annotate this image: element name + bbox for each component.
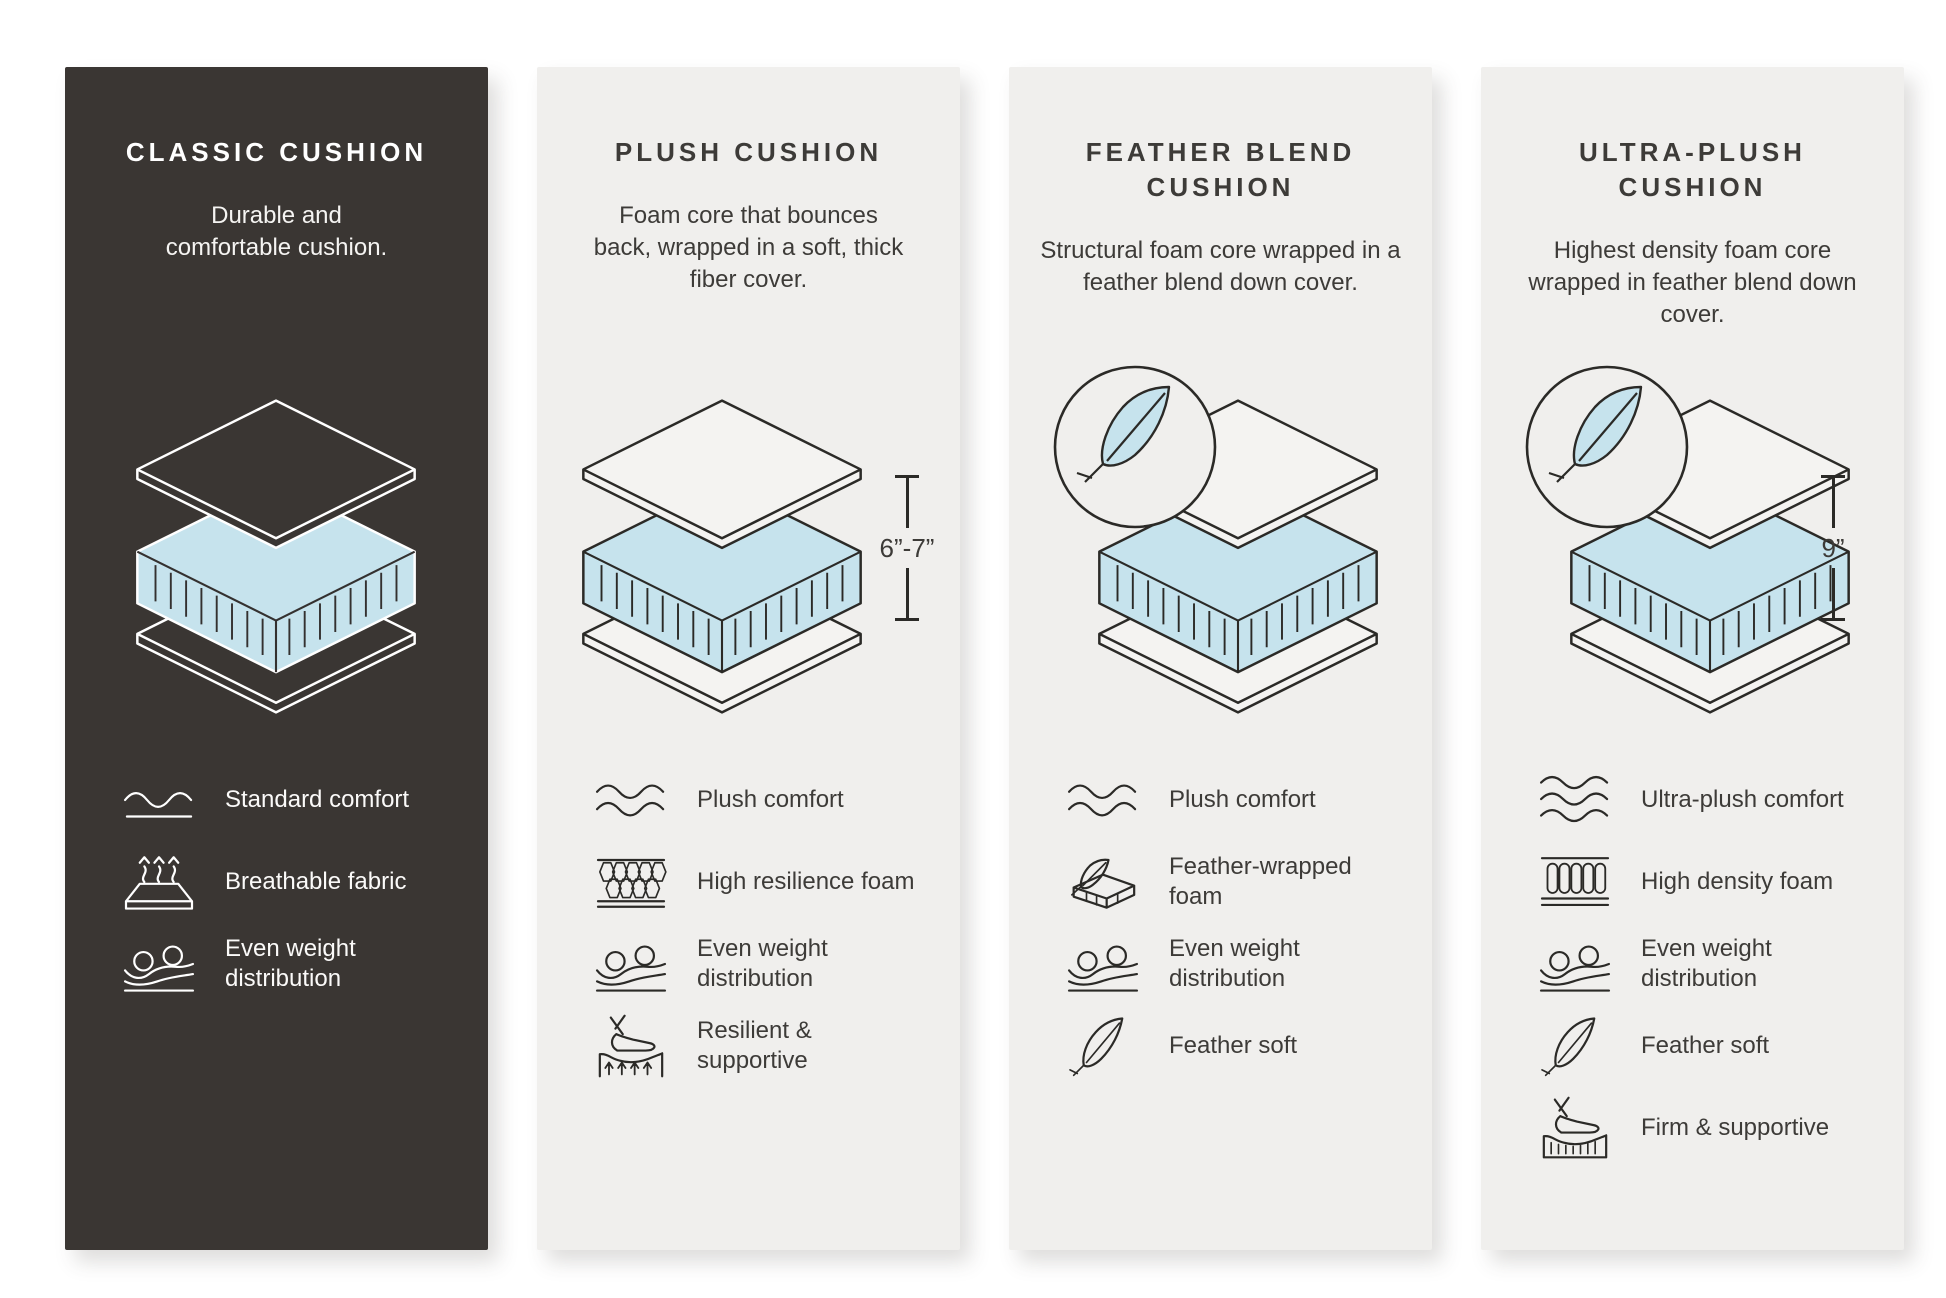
feature-label: Even weight distribution xyxy=(1641,935,1772,992)
feature-row xyxy=(119,849,464,915)
feature-label: Even weight distribution xyxy=(1169,935,1300,992)
dimension-stem xyxy=(906,568,909,618)
feature-label: Standard comfort xyxy=(225,786,410,813)
feature-label: Plush comfort xyxy=(697,786,844,813)
dimension-stem xyxy=(1832,568,1835,618)
feather-foam-icon xyxy=(1063,849,1147,915)
feather-badge xyxy=(1049,361,1221,533)
dimension-cap xyxy=(1821,618,1845,621)
feature-list xyxy=(1481,767,1904,1177)
feature-label: Ultra-plush comfort xyxy=(1641,786,1844,813)
panel-classic-cushion xyxy=(65,67,488,1250)
panel-plush-cushion xyxy=(537,67,960,1250)
breathable-fabric-icon xyxy=(119,849,203,915)
panel-feather-blend-cushion xyxy=(1009,67,1432,1250)
feature-label: High resilience foam xyxy=(697,868,915,895)
dimension-stem xyxy=(1832,478,1835,528)
feature-row xyxy=(1063,767,1408,833)
feature-row xyxy=(591,1013,936,1079)
waves-triple-icon xyxy=(1535,767,1619,833)
honeycomb-foam-icon xyxy=(591,849,675,915)
layered-cushion-illustration xyxy=(123,391,429,720)
feature-row xyxy=(1063,849,1408,915)
person-arrows-icon xyxy=(591,1013,675,1079)
dimension-stem xyxy=(906,478,909,528)
layered-cushion-illustration xyxy=(569,391,875,720)
feature-label: Feather soft xyxy=(1641,1032,1770,1059)
waves-icon xyxy=(591,767,675,833)
panel-description: Foam core that bounces back, wrapped in a soft, thick fiber cover. xyxy=(593,202,904,293)
feature-row xyxy=(119,931,464,997)
feature-row xyxy=(591,931,936,997)
feature-row xyxy=(1535,1095,1880,1161)
even-weight-icon xyxy=(591,931,675,997)
feature-row xyxy=(1535,767,1880,833)
panel-ultra-plush-cushion xyxy=(1481,67,1904,1250)
even-weight-icon xyxy=(1063,931,1147,997)
dimension-cap xyxy=(895,618,919,621)
cushion-diagram xyxy=(65,337,488,737)
feature-list xyxy=(537,767,960,1095)
feature-label: Resilient & supportive xyxy=(697,1017,812,1074)
dimension-label: 6”-7” xyxy=(879,533,935,563)
feature-list xyxy=(65,767,488,1013)
feather-icon xyxy=(1063,1013,1147,1079)
panel-title: PLUSH CUSHION xyxy=(614,137,883,167)
feature-label: Even weight distribution xyxy=(697,935,828,992)
feature-label: Breathable fabric xyxy=(225,868,407,895)
height-dimension-marker xyxy=(1803,475,1863,621)
cushion-diagram xyxy=(537,337,960,737)
cushion-diagram xyxy=(1481,337,1904,737)
feature-label: Feather soft xyxy=(1169,1032,1298,1059)
feature-row xyxy=(1535,1013,1880,1079)
person-coils-icon xyxy=(1535,1095,1619,1161)
feather-badge xyxy=(1521,361,1693,533)
feature-row xyxy=(1063,931,1408,997)
feature-row xyxy=(119,767,464,833)
feature-row xyxy=(1535,931,1880,997)
feature-label: Feather-wrapped foam xyxy=(1169,853,1352,910)
waves-underline-icon xyxy=(119,767,203,833)
height-dimension-marker xyxy=(877,475,937,621)
even-weight-icon xyxy=(1535,931,1619,997)
feature-list xyxy=(1009,767,1432,1095)
feature-row xyxy=(1535,849,1880,915)
panel-title: CLASSIC CUSHION xyxy=(125,137,428,167)
waves-icon xyxy=(1063,767,1147,833)
even-weight-icon xyxy=(119,931,203,997)
feature-row xyxy=(591,767,936,833)
feature-label: High density foam xyxy=(1641,868,1834,895)
cushion-diagram xyxy=(1009,337,1432,737)
feature-row xyxy=(1063,1013,1408,1079)
panel-description: Structural foam core wrapped in a feather blend down cover. xyxy=(1040,237,1401,296)
panel-title: FEATHER BLEND CUSHION xyxy=(1085,137,1356,202)
panel-title: ULTRA-PLUSH CUSHION xyxy=(1579,137,1806,202)
feature-label: Firm & supportive xyxy=(1641,1114,1830,1141)
feature-row xyxy=(591,849,936,915)
panel-description: Durable and comfortable cushion. xyxy=(165,202,388,261)
dimension-label: 9” xyxy=(1821,533,1845,563)
foam-coils-icon xyxy=(1535,849,1619,915)
panel-description: Highest density foam core wrapped in feather blend down cover. xyxy=(1528,237,1857,328)
feather-icon xyxy=(1535,1013,1619,1079)
feature-label: Even weight distribution xyxy=(225,935,356,992)
feature-label: Plush comfort xyxy=(1169,786,1316,813)
